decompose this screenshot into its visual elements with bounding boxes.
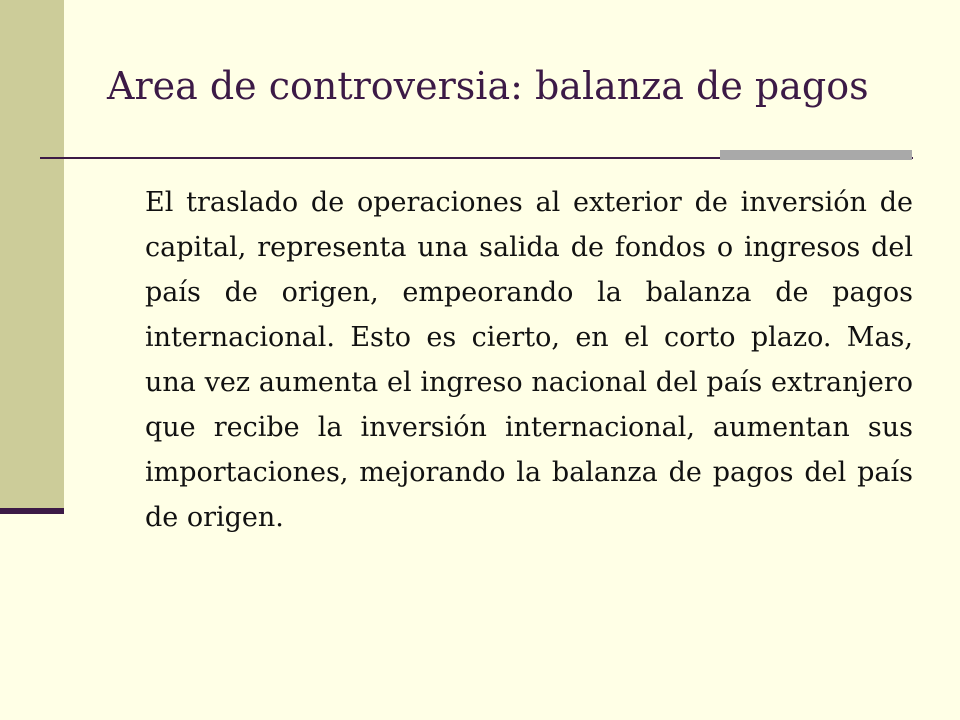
title-divider-highlight xyxy=(720,150,912,160)
slide-title: Area de controversia: balanza de pagos xyxy=(107,64,869,108)
sidebar-decoration xyxy=(0,0,64,508)
sidebar-accent-line xyxy=(0,508,64,514)
slide-body-text: El traslado de operaciones al exterior de inversión de capital, representa una salida de fondos o ingresos del país de origen, empeorando la balanza de pagos internacional. Esto es cierto, en el corto plazo. Mas, una vez aumenta el ingreso nacional del país extranjero que recibe la inversión internacional, aumentan sus importaciones, mejorando la balanza de pagos del país de origen. xyxy=(145,187,913,533)
